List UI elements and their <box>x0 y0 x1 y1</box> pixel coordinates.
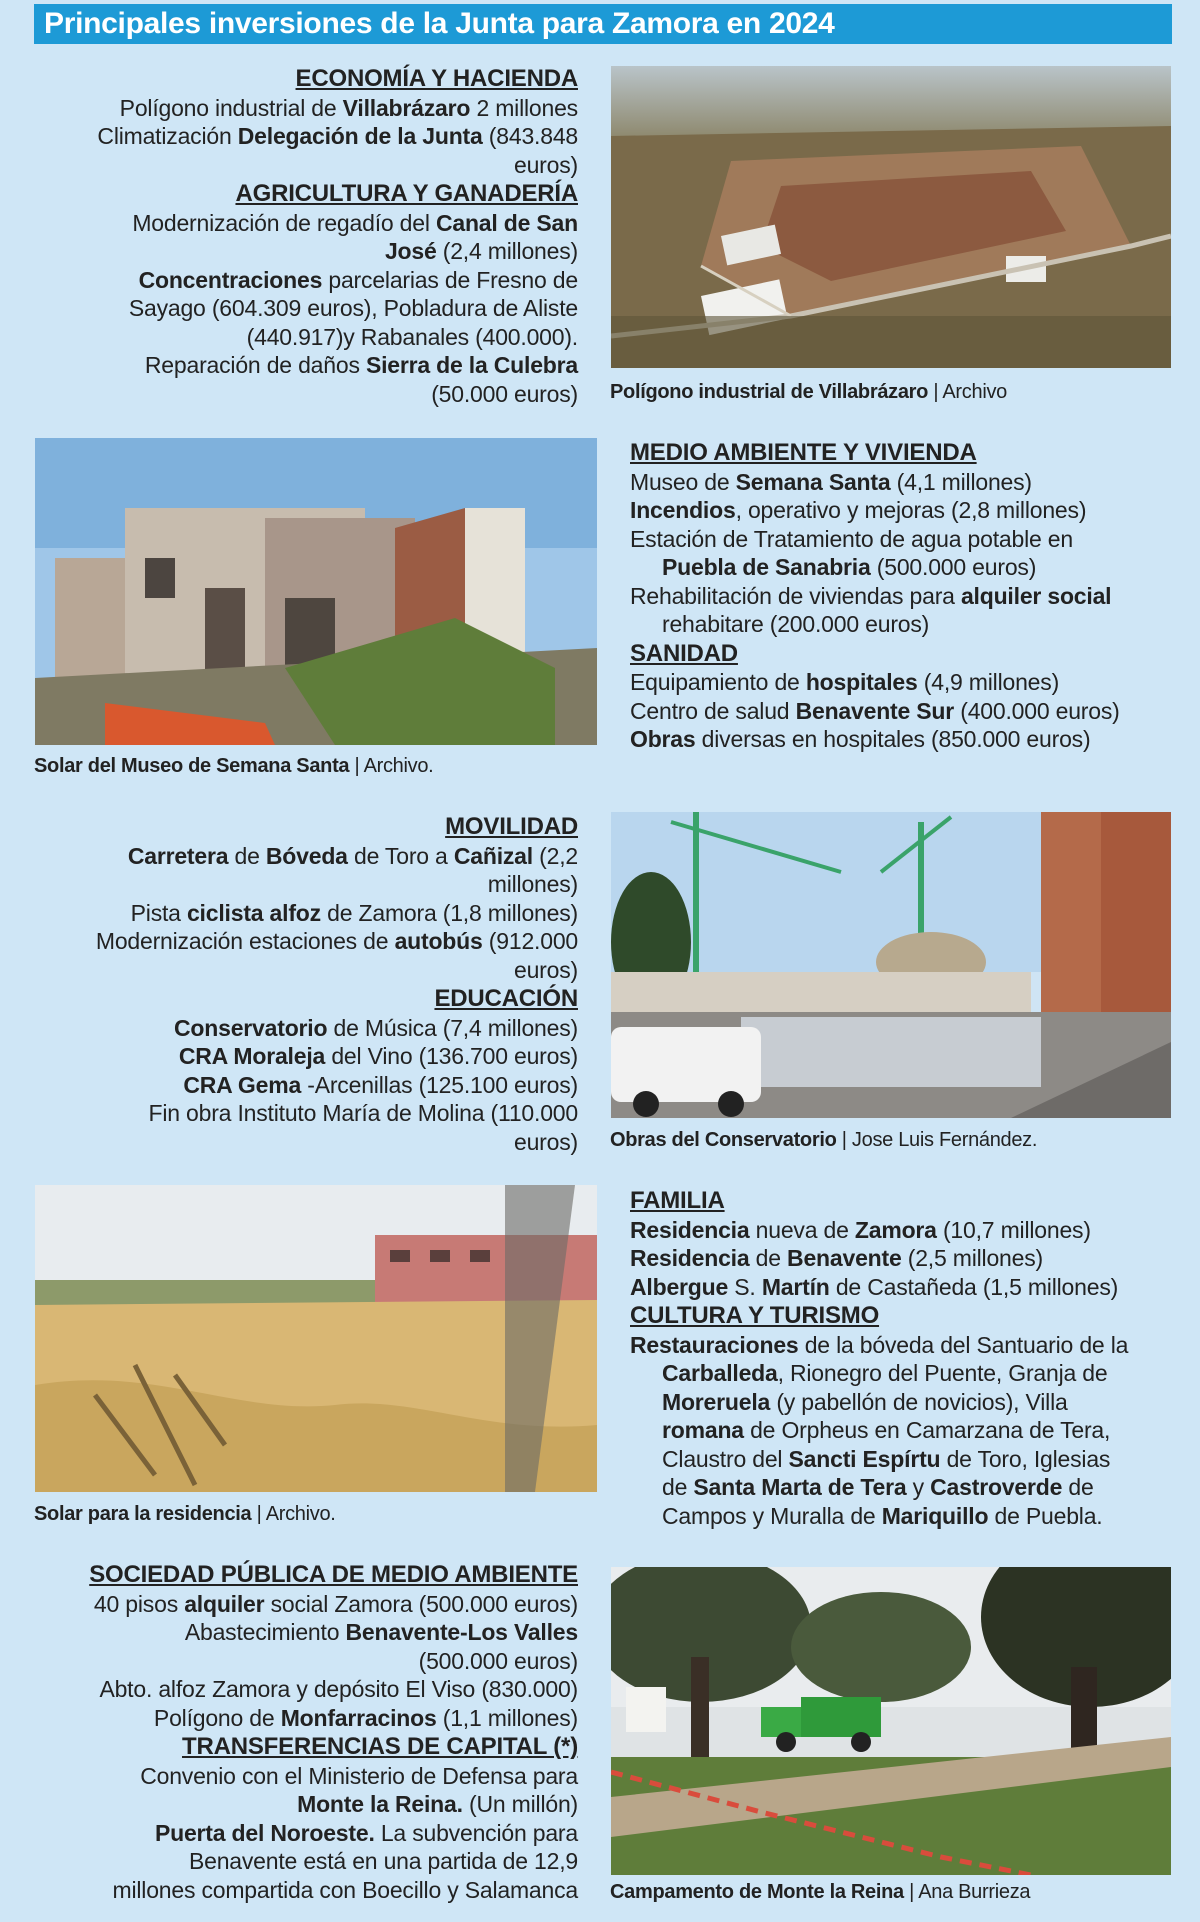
sociedad-heading: SOCIEDAD PÚBLICA DE MEDIO AMBIENTE <box>89 1561 578 1588</box>
educacion-heading: EDUCACIÓN <box>434 985 578 1012</box>
familia-cultura-block: FAMILIA Residencia nueva de Zamora (10,7 millones) Residencia de Benavente (2,5 millones) Albergue S. Martín de Castañeda (1,5 millones) CULTURA Y TURISMO Restauraciones de la bóveda del Santuario de la Carballeda, Rionegro del Puente, Granja de Moreruela (y pabellón de novicios), Villa romana de Orpheus en Camarzana de Tera, Claustro del Sancti Espírtu de Toro, Iglesias de Santa Marta de Tera y Castroverde de Campos y Muralla de Mariquillo de Puebla. <box>630 1187 1129 1529</box>
medio-ambiente-heading: MEDIO AMBIENTE Y VIVIENDA <box>630 439 977 466</box>
monte-photo <box>611 1567 1171 1875</box>
residencia-photo <box>35 1185 597 1492</box>
conservatorio-caption: Obras del Conservatorio | Jose Luis Fernández. <box>610 1129 1038 1151</box>
sanidad-heading: SANIDAD <box>630 639 738 667</box>
movilidad-heading: MOVILIDAD <box>445 813 578 840</box>
conservatorio-photo <box>611 812 1171 1118</box>
transferencias-heading: TRANSFERENCIAS DE CAPITAL (*) <box>182 1733 578 1760</box>
agricultura-heading: AGRICULTURA Y GANADERÍA <box>235 180 578 207</box>
familia-heading: FAMILIA <box>630 1187 725 1214</box>
movilidad-educacion-block: MOVILIDAD Carretera de Bóveda de Toro a Cañizal (2,2 millones) Pista ciclista alfoz de Zamora (1,8 millones) Modernización estaciones de autobús (912.000 euros) EDUCACIÓN Conservatorio de Música (7,4 millones) CRA Moraleja del Vino (136.700 euros) CRA Gema -Arcenillas (125.100 euros) Fin obra Instituto María de Molina (110.000 euros) <box>95 813 578 1155</box>
cultura-heading: CULTURA Y TURISMO <box>630 1302 880 1329</box>
museo-photo <box>35 438 597 745</box>
medio-ambiente-sanidad-block: MEDIO AMBIENTE Y VIVIENDA Museo de Semana Santa (4,1 millones) Incendios, operativo y mejoras (2,8 millones) Estación de Tratamiento de agua potable en Puebla de Sanabria (500.000 euros) Rehabilitación de viviendas para alquiler social rehabitare (200.000 euros) SANIDAD Equipamiento de hospitales (4,9 millones) Centro de salud Benavente Sur (400.000 euros) Obras diversas en hospitales (850.000 euros) <box>630 439 1120 752</box>
residencia-caption: Solar para la residencia | Archivo. <box>34 1503 336 1525</box>
page-title: Principales inversiones de la Junta para Zamora en 2024 <box>34 4 1172 44</box>
economia-agricultura-block: ECONOMÍA Y HACIENDA Polígono industrial de Villabrázaro 2 millones Climatización Delegación de la Junta (843.848 euros) AGRICULTURA Y GANADERÍA Modernización de regadío del Canal de San José (2,4 millones) Concentraciones parcelarias de Fresno de Sayago (604.309 euros), Pobladura de Aliste (440.917)y Rabanales (400.000). Reparación de daños Sierra de la Culebra (50.000 euros) <box>97 65 578 407</box>
poligono-photo <box>611 66 1171 368</box>
sociedad-transferencias-block: SOCIEDAD PÚBLICA DE MEDIO AMBIENTE 40 pisos alquiler social Zamora (500.000 euros) Abastecimiento Benavente-Los Valles (500.000 euros) Abto. alfoz Zamora y depósito El Viso (830.000) Polígono de Monfarracinos (1,1 millones) TRANSFERENCIAS DE CAPITAL (*) Convenio con el Ministerio de Defensa para Monte la Reina. (Un millón) Puerta del Noroeste. La subvención para Benavente está en una partida de 12,9 millones compartida con Boecillo y Salamanca <box>89 1561 578 1903</box>
monte-caption: Campamento de Monte la Reina | Ana Burrieza <box>610 1881 1031 1903</box>
museo-caption: Solar del Museo de Semana Santa | Archivo. <box>34 755 434 777</box>
economia-heading: ECONOMÍA Y HACIENDA <box>295 65 578 92</box>
poligono-caption: Polígono industrial de Villabrázaro | Archivo <box>610 381 1007 403</box>
